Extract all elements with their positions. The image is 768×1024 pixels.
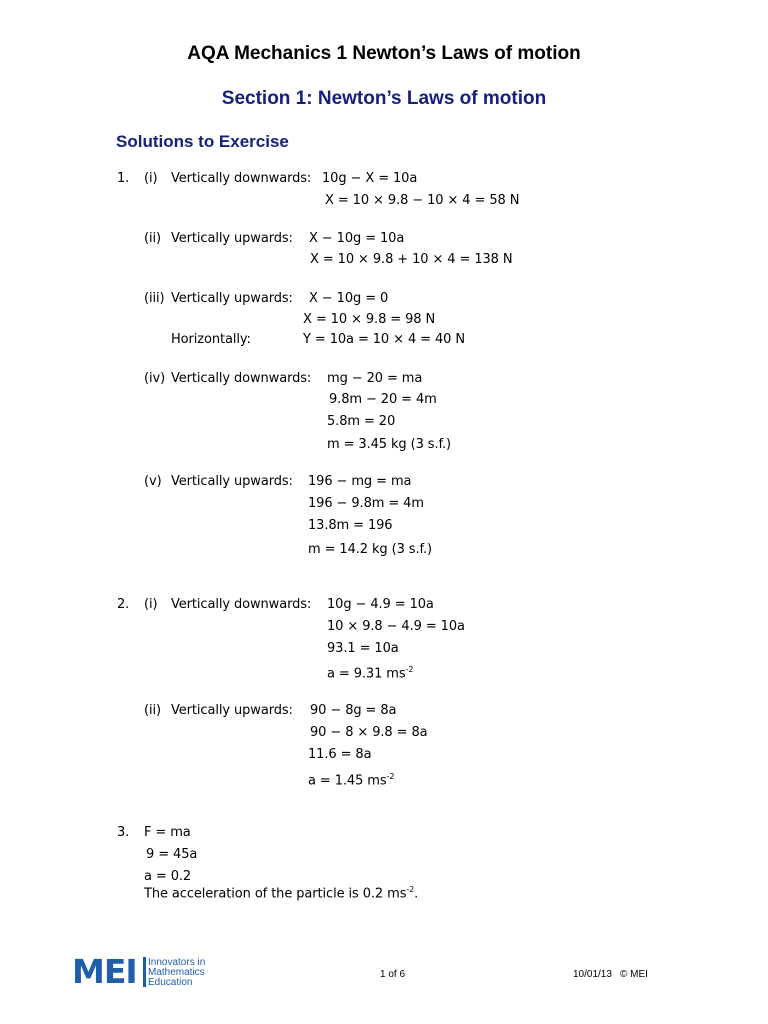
question-number: 2. [117,597,130,612]
footer-date: 10/01/13 [573,969,612,980]
logo-text-line: Innovators in [148,957,206,968]
part-description: Vertically downwards: [171,597,312,612]
equation-line: 5.8m = 20 [327,414,396,429]
mei-logo [72,953,222,993]
part-description: Vertically downwards: [171,371,312,386]
equation-line: 13.8m = 196 [308,518,393,533]
part-label: (v) [144,474,162,489]
part-label: (i) [144,597,158,612]
equation-line: a = 9.31 $ms^{-2}$ [327,665,414,682]
equation-line: a = 1.45 $ms^{-2}$ [308,772,395,789]
equation-line: 9.8m − 20 = 4m [329,392,437,407]
equation-line: 10g − 4.9 = 10a [327,597,434,612]
logo-text-line: Education [148,977,193,988]
logo-divider [143,957,146,987]
equation-line: X = 10 × 9.8 = 98 N [303,312,436,327]
document-title: AQA Mechanics 1 Newton’s Laws of motion [187,43,581,64]
question-number: 1. [117,171,130,186]
equation-line: F = ma [144,825,191,840]
equation-line: 10 × 9.8 − 4.9 = 10a [327,619,465,634]
part-label: (iii) [144,291,165,306]
equation-line: X = 10 × 9.8 + 10 × 4 = 138 N [310,252,513,267]
part-label: (ii) [144,231,161,246]
equation-line: 90 − 8g = 8a [310,703,397,718]
equation-line: 10g − X = 10a [322,171,418,186]
copyright: © MEI [620,969,648,980]
equation-line: 196 − 9.8m = 4m [308,496,424,511]
part-label: (iv) [144,371,166,386]
equation-line: m = 14.2 kg (3 s.f.) [308,542,433,557]
equation-line: 11.6 = 8a [308,747,372,762]
equation-line: m = 3.45 kg (3 s.f.) [327,437,452,452]
subtitle: Solutions to Exercise [116,132,289,151]
part-description: Vertically upwards: [171,291,293,306]
equation-line: mg − 20 = ma [327,371,423,386]
equation-line: 196 − mg = ma [308,474,412,489]
page-number: 1 of 6 [380,969,406,980]
part-description: Vertically upwards: [171,703,293,718]
question-number: 3. [117,825,130,840]
part-description: Horizontally: [171,332,251,347]
equation-line: X = 10 × 9.8 − 10 × 4 = 58 N [325,193,520,208]
equation-line: Y = 10a = 10 × 4 = 40 N [303,332,465,347]
part-label: (ii) [144,703,161,718]
logo-wordmark: MEI [72,952,137,991]
equation-line: X − 10g = 0 [309,291,389,306]
logo-text-line: Mathematics [148,967,205,978]
part-description: Vertically upwards: [171,474,293,489]
part-description: Vertically upwards: [171,231,293,246]
equation-line: X − 10g = 10a [309,231,405,246]
equation-line: 93.1 = 10a [327,641,399,656]
part-description: Vertically downwards: [171,171,312,186]
equation-line: 90 − 8 × 9.8 = 8a [310,725,428,740]
part-label: (i) [144,171,158,186]
answer-sentence: The acceleration of the particle is 0.2 $ms^{-2}$. [144,885,419,902]
section-heading: Section 1: Newton’s Laws of motion [221,88,547,109]
equation-line: a = 0.2 [144,869,192,884]
equation-line: 9 = 45a [146,847,198,862]
